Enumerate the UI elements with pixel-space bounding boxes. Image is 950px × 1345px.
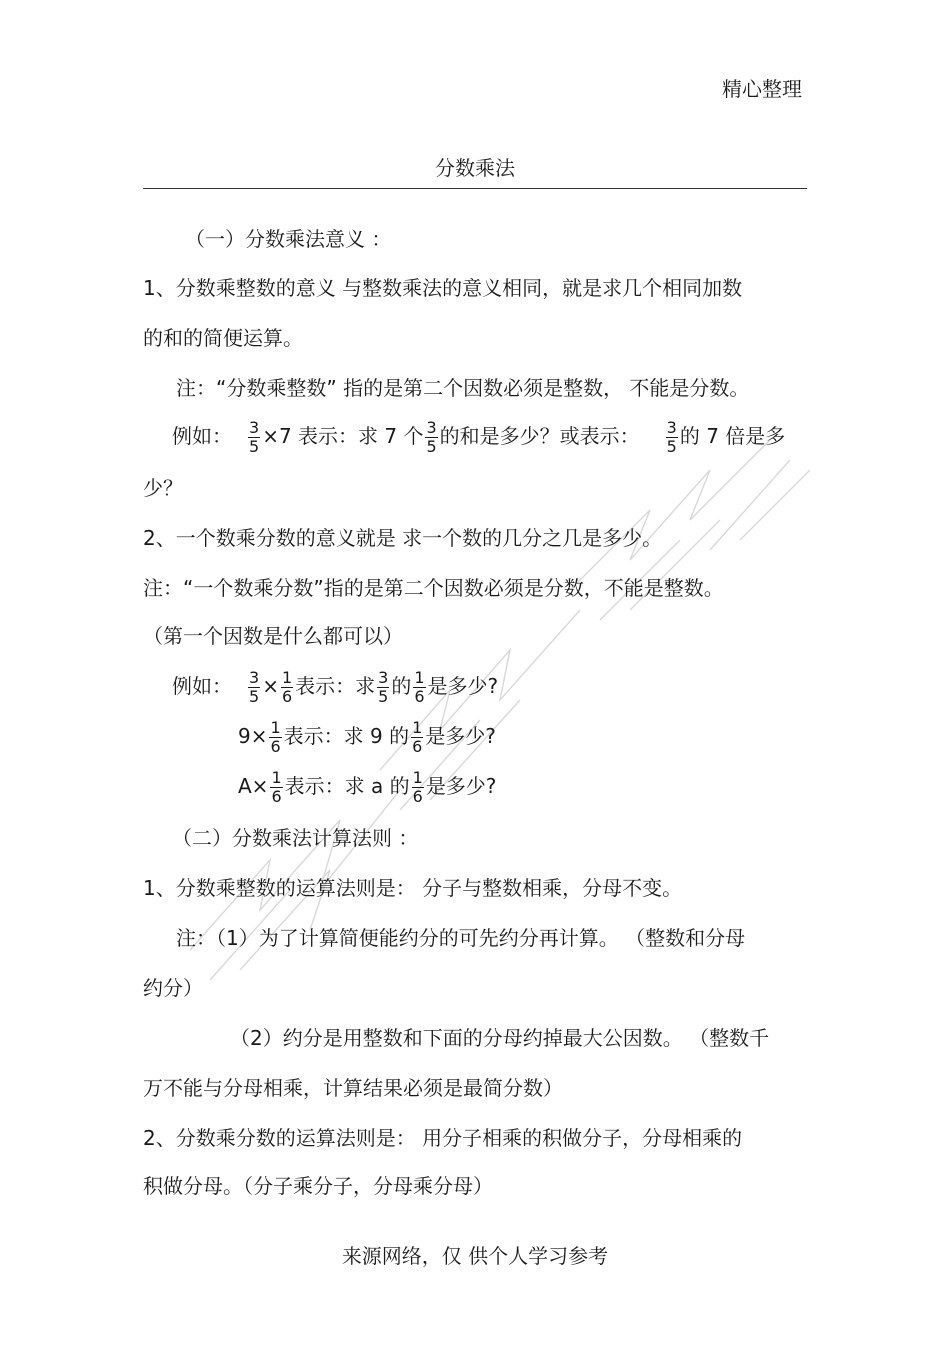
fraction-denominator: 6 [414,687,425,706]
fraction [281,670,293,705]
example-2-text: 是多少? [425,724,496,748]
multiply-sign: × [262,674,279,698]
fraction-numerator: 3 [378,668,389,687]
fraction [425,420,437,455]
fraction-numerator: 1 [270,718,281,737]
fraction-numerator: 3 [249,668,260,687]
fraction-numerator: 1 [414,668,425,687]
example-1-prefix: 例如： [172,424,232,448]
fraction-denominator: 5 [378,687,389,706]
fraction [248,420,260,455]
note-2-line2: （第一个因数是什么都可以） [143,624,403,648]
note-3-line1: 注：（1）为了计算简便能约分的可先约分再计算。 （整数和分母 [176,926,746,950]
example-2-text: 是多少? [425,774,497,798]
fraction-denominator: 5 [426,437,437,456]
example-1-text: 的 7 倍是多 [679,424,786,448]
note-4-line1: （2）约分是用整数和下面的分母约掉最大公因数。 （整数千 [230,1026,770,1050]
fraction-denominator: 6 [412,737,423,756]
paragraph-1-line2: 的和的简便运算。 [143,326,303,350]
example-2-text: 表示：求 9 的 [283,724,410,748]
fraction-denominator: 5 [666,437,677,456]
paragraph-2: 2、一个数乘分数的意义就是 求一个数的几分之几是多少。 [143,526,663,550]
fraction-numerator: 1 [271,768,282,787]
paragraph-1-line1: 1、分数乘整数的意义 与整数乘法的意义相同，就是求几个相同加数 [143,276,743,300]
fraction [412,770,424,805]
rule-2-line1: 2、分数乘分数的运算法则是： 用分子相乘的积做分子，分母相乘的 [143,1126,743,1150]
fraction [270,770,282,805]
fraction-numerator: 3 [426,418,437,437]
note-3-line2: 约分） [143,976,203,1000]
fraction [269,720,281,755]
fraction [411,720,423,755]
example-2-row-1 [172,670,498,705]
fraction-denominator: 5 [249,687,260,706]
example-1-text: ×7 表示：求 7 个 [262,424,424,448]
note-1: 注：“分数乘整数” 指的是第二个因数必须是整数， 不能是分数。 [176,376,750,400]
section-heading-rules: （二）分数乘法计算法则 ： [172,826,419,850]
fraction [666,420,678,455]
fraction [248,670,260,705]
fraction-numerator: 1 [412,768,423,787]
example-2-row-2 [238,720,496,755]
example-2-text: 表示：求 a 的 [284,774,410,798]
example-2-row-3 [238,770,496,805]
section-heading-meaning: （一）分数乘法意义 ： [185,227,392,251]
example-2-text: 是多少? [427,674,499,698]
example-2-text: 的 [391,674,412,698]
example-2-operand: 9× [238,724,268,748]
fraction-numerator: 1 [281,668,293,687]
fraction-numerator: 3 [666,418,677,437]
fraction-denominator: 6 [271,787,282,806]
title-underline [143,188,807,189]
fraction-numerator: 3 [249,418,260,437]
rule-1: 1、分数乘整数的运算法则是： 分子与整数相乘，分母不变。 [143,876,683,900]
fraction [413,670,425,705]
page-title: 分数乘法 [435,156,515,180]
fraction-denominator: 6 [270,737,281,756]
note-2-line1: 注：“一个数乘分数”指的是第二个因数必须是分数，不能是整数。 [143,576,724,600]
fraction-denominator: 6 [412,787,423,806]
example-1-row [172,420,785,455]
rule-2-line2: 积做分母。（分子乘分子，分母乘分母） [143,1174,493,1198]
fraction-numerator: 1 [412,718,423,737]
example-2-operand: A× [238,774,269,798]
page-corner-label: 精心整理 [722,77,802,101]
page-footer: 来源网络，仅 供个人学习参考 [341,1244,609,1268]
fraction-denominator: 6 [281,687,293,706]
fraction [377,670,389,705]
example-2-prefix: 例如： [172,674,232,698]
example-1-tail: 少？ [143,476,183,500]
fraction-denominator: 5 [249,437,260,456]
example-2-text: 表示：求 [295,674,376,698]
note-4-line2: 万不能与分母相乘，计算结果必须是最简分数） [143,1076,563,1100]
example-1-text: 的和是多少？或表示： [439,424,640,448]
